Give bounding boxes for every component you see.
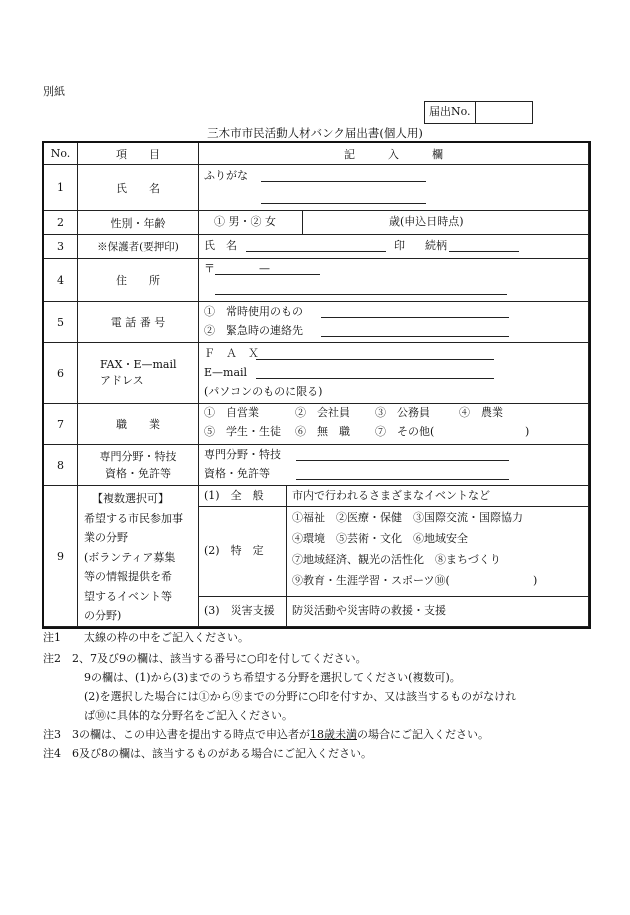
- row-3-no: 3: [44, 235, 78, 259]
- age-field[interactable]: 歳(申込日時点): [389, 215, 464, 228]
- specialty-field[interactable]: [296, 460, 509, 461]
- note-3-underline: 18歳未満: [310, 728, 357, 741]
- furigana-field[interactable]: [261, 181, 426, 182]
- occupation-option-6[interactable]: ⑥ 無 職: [295, 425, 350, 438]
- attachment-label: 別紙: [43, 85, 65, 98]
- field-specific-label[interactable]: (2) 特 定: [204, 544, 264, 557]
- note-2a: 2、7及び9の欄は、該当する番号に○印を付してください。: [72, 652, 367, 665]
- name-field[interactable]: [261, 203, 426, 204]
- email-field[interactable]: [256, 378, 494, 379]
- row-8-no: 8: [44, 445, 78, 486]
- note-1-head: 注1: [43, 631, 61, 644]
- field-specific-line-1[interactable]: ①福祉 ②医療・保健 ③国際交流・国際協力: [292, 511, 523, 524]
- qualification-field[interactable]: [296, 479, 509, 480]
- relation-label: 続柄: [425, 239, 447, 252]
- row-9-item: [78, 486, 199, 627]
- row-9-item-line-3: 業の分野: [84, 531, 128, 544]
- row-7-no: 7: [44, 404, 78, 445]
- occupation-option-1[interactable]: ① 自営業: [204, 406, 259, 419]
- row-6-entry: [199, 343, 589, 404]
- occupation-option-7[interactable]: ⑦ その他(: [375, 425, 435, 438]
- field-disaster-text: 防災活動や災害時の救援・支援: [292, 604, 446, 617]
- note-1: 太線の枠の中をご記入ください。: [84, 631, 249, 644]
- row-9-entry: [199, 486, 589, 627]
- row-1-item: 氏 名: [78, 165, 199, 211]
- receipt-number-label: 届出No.: [429, 105, 471, 118]
- guardian-name-label: 氏 名: [204, 239, 237, 252]
- note-3a: 3の欄は、この申込書を提出する時点で申込者が: [72, 728, 310, 741]
- occupation-other-close: ): [525, 425, 530, 438]
- row-9-no: 9: [44, 486, 78, 627]
- receipt-number-field[interactable]: [477, 102, 531, 123]
- field-specific-line-2[interactable]: ④環境 ⑤芸術・文化 ⑥地域安全: [292, 532, 468, 545]
- row-7-item: 職 業: [78, 404, 199, 445]
- email-label: E—mail: [204, 366, 248, 379]
- qualification-label: 資格・免許等: [204, 467, 270, 480]
- row-1-entry: [199, 165, 589, 211]
- seal-label: 印: [394, 239, 405, 252]
- row-4-entry: [199, 259, 589, 302]
- note-2b: 9の欄は、(1)から(3)までのうち希望する分野を選択してください(複数可)。: [84, 671, 461, 684]
- row-8-item-line1: 専門分野・特技: [99, 450, 177, 463]
- note-3: [72, 728, 489, 742]
- row-4-item: 住 所: [78, 259, 199, 302]
- phone-primary-field[interactable]: [321, 317, 509, 318]
- furigana-label: ふりがな: [204, 169, 248, 182]
- row-9-item-line-5: 等の情報提供を希: [84, 570, 172, 583]
- row-3-item: ※保護者(要押印): [78, 235, 199, 259]
- row-8-entry: [199, 445, 589, 486]
- field-disaster-label[interactable]: (3) 災害支援: [204, 604, 275, 617]
- receipt-number-box: [424, 101, 533, 124]
- row-9-item-line-1: 【複数選択可】: [92, 492, 169, 505]
- row-9-item-line-6: 望するイベント等: [84, 589, 172, 603]
- field-general-text: 市内で行われるさまざまなイベントなど: [292, 489, 490, 502]
- field-general-label[interactable]: (1) 全 般: [204, 489, 264, 502]
- fax-label: Ｆ Ａ Ｘ: [204, 347, 259, 360]
- row-6-no: 6: [44, 343, 78, 404]
- email-note: (パソコンのものに限る): [204, 385, 323, 398]
- row-2-no: 2: [44, 211, 78, 235]
- row-7-entry: [199, 404, 589, 445]
- address-field[interactable]: [215, 294, 507, 295]
- row-5-no: 5: [44, 302, 78, 343]
- note-2-head: 注2: [43, 652, 61, 665]
- row-8-item-line2: 資格・免許等: [105, 467, 171, 480]
- occupation-option-5[interactable]: ⑤ 学生・生徒: [204, 425, 281, 438]
- row-3-entry: [199, 235, 589, 259]
- registration-form-table: [43, 142, 589, 627]
- note-3-head: 注3: [43, 728, 61, 741]
- field-specific-line-3[interactable]: ⑦地域経済、観光の活性化 ⑧まちづくり: [292, 553, 501, 566]
- row-6-item: [78, 343, 199, 404]
- phone-emergency-label: ② 緊急時の連絡先: [204, 324, 303, 337]
- guardian-name-field[interactable]: [246, 251, 386, 252]
- specialty-label: 専門分野・特技: [204, 448, 281, 461]
- row-6-item-line2: アドレス: [100, 374, 144, 387]
- row-5-item: 電 話 番 号: [78, 302, 199, 343]
- row-9-item-line-4: (ボランティア募集: [84, 550, 176, 564]
- phone-primary-label: ① 常時使用のもの: [204, 305, 303, 318]
- header-entry: 記 入 欄: [199, 143, 589, 165]
- gender-options[interactable]: ① 男・② 女: [214, 215, 276, 228]
- row-6-item-line1: FAX・E—mail: [100, 358, 177, 371]
- row-8-item: [78, 445, 199, 486]
- note-2c: (2)を選択した場合には①から⑨までの分野に○印を付すか、又は該当するものがなけれ: [84, 690, 517, 703]
- phone-emergency-field[interactable]: [321, 336, 509, 337]
- row-5-entry: [199, 302, 589, 343]
- page-title: 三木市市民活動人材バンク届出書(個人用): [207, 126, 423, 140]
- note-2d: ば⑩に具体的な分野名をご記入ください。: [84, 709, 293, 722]
- row-2-entry: [199, 211, 589, 235]
- row-4-no: 4: [44, 259, 78, 302]
- field-specific-close: ): [533, 574, 538, 587]
- occupation-option-3[interactable]: ③ 公務員: [375, 406, 430, 419]
- postal-mark: 〒: [204, 262, 215, 275]
- field-specific-line-4[interactable]: ⑨教育・生涯学習・スポーツ⑩(: [292, 574, 450, 587]
- row-2-item: 性別・年齢: [78, 211, 199, 235]
- note-3b: の場合にご記入ください。: [357, 728, 489, 741]
- fax-field[interactable]: [256, 359, 494, 360]
- relation-field[interactable]: [449, 251, 519, 252]
- row-9-item-line-2: 希望する市民参加事: [84, 511, 183, 525]
- note-4-head: 注4: [43, 747, 61, 760]
- row-9-item-line-7: の分野): [84, 609, 122, 622]
- note-4: 6及び8の欄は、該当するものがある場合にご記入ください。: [72, 747, 372, 760]
- header-no: No.: [44, 143, 78, 165]
- occupation-option-2[interactable]: ② 会社員: [295, 406, 350, 419]
- row-1-no: 1: [44, 165, 78, 211]
- postal-dash: —: [259, 262, 270, 275]
- occupation-option-4[interactable]: ④ 農業: [459, 406, 503, 419]
- header-item: 項 目: [78, 143, 199, 165]
